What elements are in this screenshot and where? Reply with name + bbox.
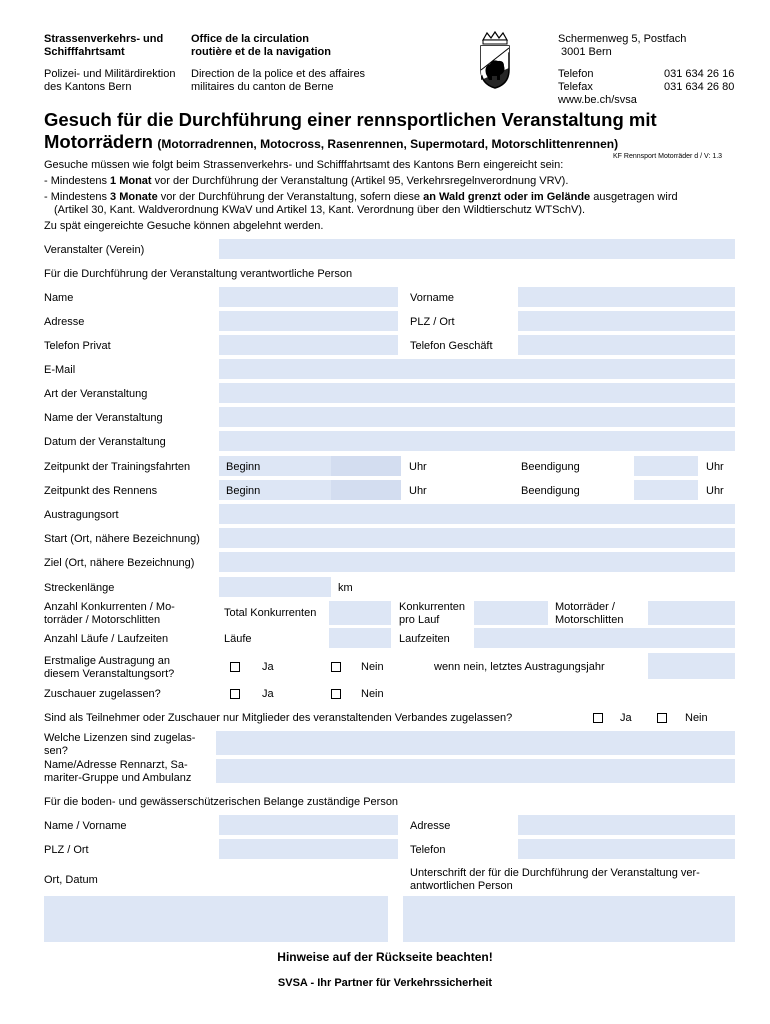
intro-late-note: Zu spät eingereichte Gesuche können abgelehnt werden. bbox=[44, 220, 324, 232]
start-label: Start (Ort, nähere Bezeichnung) bbox=[44, 533, 200, 545]
km-label: km bbox=[338, 582, 353, 594]
streckenlaenge-input[interactable] bbox=[219, 577, 331, 597]
motorraeder-input[interactable] bbox=[648, 601, 735, 625]
bern-coat-of-arms-icon bbox=[478, 30, 512, 90]
de-dir-line1: Polizei- und Militärdirektion bbox=[44, 68, 176, 80]
email-input[interactable] bbox=[219, 359, 735, 379]
erstmalig-nein-label: Nein bbox=[361, 661, 384, 673]
mitglieder-nein-label: Nein bbox=[685, 712, 708, 724]
plz-ort-label: PLZ / Ort bbox=[410, 316, 455, 328]
form-code: KF Rennsport Motorräder d / V: 1.3 bbox=[613, 153, 723, 160]
lizenzen-line1: Welche Lizenzen sind zugelas- bbox=[44, 732, 196, 744]
konk-pro-lauf-line2: pro Lauf bbox=[399, 614, 440, 626]
tel-privat-label: Telefon Privat bbox=[44, 340, 111, 352]
unterschrift-line1: Unterschrift der für die Durchführung der Veranstaltung ver- bbox=[410, 867, 700, 879]
de-office bbox=[44, 33, 163, 59]
mitglieder-label: Sind als Teilnehmer oder Zuschauer nur Mitglieder des veranstaltenden Verbandes zugelassen? bbox=[44, 712, 513, 724]
training-uhr-label-1: Uhr bbox=[409, 461, 427, 473]
name-label: Name bbox=[44, 292, 74, 304]
intro-bullet-2-line2: (Artikel 30, Kant. Waldverordnung KWaV und Artikel 13, Kant. Verordnung über den Wildtierschutz WTSchV). bbox=[54, 204, 586, 216]
anzahl-laeufe-label: Anzahl Läufe / Laufzeiten bbox=[44, 633, 169, 645]
start-input[interactable] bbox=[219, 528, 735, 548]
phone-label: Telefon bbox=[558, 68, 594, 80]
erstmalig-ja-label: Ja bbox=[262, 661, 274, 673]
zuschauer-nein-checkbox[interactable] bbox=[331, 689, 341, 699]
art-label: Art der Veranstaltung bbox=[44, 388, 148, 400]
erstmalig-nein-checkbox[interactable] bbox=[331, 662, 341, 672]
austragungsort-input[interactable] bbox=[219, 504, 735, 524]
de-office-line1: Strassenverkehrs- und bbox=[44, 33, 164, 45]
erstmalig-line1: Erstmalige Austragung an bbox=[44, 655, 170, 667]
mitglieder-nein-checkbox[interactable] bbox=[657, 713, 667, 723]
intro-b1-pre: - Mindestens bbox=[44, 175, 111, 187]
rennen-beginn-input[interactable] bbox=[331, 480, 401, 500]
intro-b2-bold2: an Wald grenzt oder im Gelände bbox=[423, 191, 591, 203]
konk-pro-lauf-input[interactable] bbox=[474, 601, 548, 625]
address-line2: 3001 Bern bbox=[561, 46, 612, 58]
page-title-line2 bbox=[44, 131, 618, 153]
zuschauer-nein-label: Nein bbox=[361, 688, 384, 700]
zuschauer-ja-checkbox[interactable] bbox=[230, 689, 240, 699]
lizenzen-line2: sen? bbox=[44, 745, 68, 757]
austragungsort-label: Austragungsort bbox=[44, 509, 119, 521]
intro-b2-post: ausgetragen wird bbox=[590, 191, 678, 203]
motorraeder-label bbox=[555, 601, 623, 627]
ort-datum-input[interactable] bbox=[44, 896, 388, 942]
de-directorate bbox=[44, 68, 175, 94]
de-dir-line2: des Kantons Bern bbox=[44, 81, 132, 93]
rennen-beendigung-label: Beendigung bbox=[521, 485, 580, 497]
letztes-jahr-input[interactable] bbox=[648, 653, 735, 679]
telefon-label: Telefon bbox=[410, 844, 446, 856]
name-veranstaltung-input[interactable] bbox=[219, 407, 735, 427]
intro-b1-bold: 1 Monat bbox=[110, 175, 152, 187]
unterschrift-input[interactable] bbox=[403, 896, 735, 942]
rennen-uhr-label-2: Uhr bbox=[706, 485, 724, 497]
fr-office bbox=[191, 33, 331, 59]
intro-bullet-2 bbox=[44, 190, 678, 204]
intro-b2-pre: - Mindestens bbox=[44, 191, 111, 203]
fax-label: Telefax bbox=[558, 81, 593, 93]
rennarzt-input[interactable] bbox=[216, 759, 735, 783]
anzahl-konkurrenten-label bbox=[44, 601, 175, 627]
rennen-beginn-label: Beginn bbox=[226, 485, 261, 497]
fr-office-line2: routière et de la navigation bbox=[191, 46, 331, 58]
datum-label: Datum der Veranstaltung bbox=[44, 436, 166, 448]
verantwortlich-heading: Für die Durchführung der Veranstaltung verantwortliche Person bbox=[44, 268, 353, 280]
veranstalter-label: Veranstalter (Verein) bbox=[44, 244, 145, 256]
mitglieder-ja-label: Ja bbox=[620, 712, 632, 724]
laeufe-label: Läufe bbox=[224, 633, 252, 645]
hinweise-note: Hinweise auf der Rückseite beachten! bbox=[277, 950, 493, 964]
training-beginn-input[interactable] bbox=[331, 456, 401, 476]
rennarzt-line1: Name/Adresse Rennarzt, Sa- bbox=[44, 759, 188, 771]
veranstalter-input[interactable] bbox=[219, 239, 735, 259]
fr-dir-line2: militaires du canton de Berne bbox=[191, 81, 334, 93]
plz-ort2-input[interactable] bbox=[219, 839, 398, 859]
zeit-rennen-label: Zeitpunkt des Rennens bbox=[44, 485, 158, 497]
rennen-uhr-label-1: Uhr bbox=[409, 485, 427, 497]
fr-directorate bbox=[191, 68, 365, 94]
adresse-label: Adresse bbox=[44, 316, 85, 328]
umwelt-heading: Für die boden- und gewässerschützerischen Belange zuständige Person bbox=[44, 796, 399, 808]
training-beendigung-input[interactable] bbox=[634, 456, 698, 476]
konk-pro-lauf-label bbox=[399, 601, 465, 627]
intro-b2-bold1: 3 Monate bbox=[110, 191, 158, 203]
name-input[interactable] bbox=[219, 287, 398, 307]
address-line1: Schermenweg 5, Postfach bbox=[558, 33, 687, 45]
intro-bullet-1 bbox=[44, 174, 568, 188]
vorname-label: Vorname bbox=[410, 292, 455, 304]
ziel-label: Ziel (Ort, nähere Bezeichnung) bbox=[44, 557, 195, 569]
intro-line: Gesuche müssen wie folgt beim Strassenverkehrs- und Schifffahrtsamt des Kantons Bern eingereicht sein: bbox=[44, 159, 564, 171]
plz-ort2-label: PLZ / Ort bbox=[44, 844, 89, 856]
erstmalig-ja-checkbox[interactable] bbox=[230, 662, 240, 672]
rennarzt-line2: mariter-Gruppe und Ambulanz bbox=[44, 772, 192, 784]
mitglieder-ja-checkbox[interactable] bbox=[593, 713, 603, 723]
adresse-input[interactable] bbox=[219, 311, 398, 331]
zuschauer-ja-label: Ja bbox=[262, 688, 274, 700]
partner-slogan: SVSA - Ihr Partner für Verkehrssicherheit bbox=[277, 977, 493, 989]
fr-office-line1: Office de la circulation bbox=[191, 33, 309, 45]
letztes-jahr-label: wenn nein, letztes Austragungsjahr bbox=[434, 661, 605, 673]
lizenzen-input[interactable] bbox=[216, 731, 735, 755]
art-input[interactable] bbox=[219, 383, 735, 403]
page-title-sub: (Motorradrennen, Motocross, Rasenrennen, Supermotard, Motorschlittenrennen) bbox=[157, 137, 619, 151]
de-office-line2: Schifffahrtsamt bbox=[44, 46, 125, 58]
tel-privat-input[interactable] bbox=[219, 335, 398, 355]
email-label: E-Mail bbox=[44, 364, 76, 376]
motorraeder-line1: Motorräder / bbox=[555, 601, 615, 613]
datum-input[interactable] bbox=[219, 431, 735, 451]
fax-value: 031 634 26 80 bbox=[664, 81, 735, 93]
name-veranstaltung-label: Name der Veranstaltung bbox=[44, 412, 163, 424]
anzahl-konk-line1: Anzahl Konkurrenten / Mo- bbox=[44, 601, 175, 613]
total-konkurrenten-label: Total Konkurrenten bbox=[224, 607, 317, 619]
phone-value: 031 634 26 16 bbox=[664, 68, 735, 80]
vorname-input[interactable] bbox=[518, 287, 735, 307]
rennarzt-label bbox=[44, 759, 191, 785]
lizenzen-label bbox=[44, 732, 195, 758]
intro-b2-mid: vor der Durchführung der Veranstaltung, sofern diese bbox=[157, 191, 424, 203]
laufzeiten-input[interactable] bbox=[474, 628, 735, 648]
unterschrift-label bbox=[410, 867, 700, 893]
anzahl-konk-line2: torräder / Motorschlitten bbox=[44, 614, 161, 626]
plz-ort-input[interactable] bbox=[518, 311, 735, 331]
intro-b1-post: vor der Durchführung der Veranstaltung (Artikel 95, Verkehrsregelnverordnung VRV). bbox=[151, 175, 569, 187]
web-link[interactable]: www.be.ch/svsa bbox=[558, 94, 637, 106]
page-title: Gesuch für die Durchführung einer rennsportlichen Veranstaltung mit bbox=[44, 109, 657, 130]
training-uhr-label-2: Uhr bbox=[706, 461, 724, 473]
ort-datum-label: Ort, Datum bbox=[44, 874, 98, 886]
unterschrift-line2: antwortlichen Person bbox=[410, 880, 513, 892]
total-konkurrenten-input[interactable] bbox=[329, 601, 391, 625]
adresse2-input[interactable] bbox=[518, 815, 735, 835]
page-title-main: Motorrädern bbox=[44, 131, 153, 152]
laeufe-input[interactable] bbox=[329, 628, 391, 648]
konk-pro-lauf-line1: Konkurrenten bbox=[399, 601, 466, 613]
fr-dir-line1: Direction de la police et des affaires bbox=[191, 68, 366, 80]
name-vorname-label: Name / Vorname bbox=[44, 820, 127, 832]
motorraeder-line2: Motorschlitten bbox=[555, 614, 624, 626]
erstmalig-line2: diesem Veranstaltungsort? bbox=[44, 668, 175, 680]
address bbox=[558, 33, 686, 59]
erstmalig-label bbox=[44, 655, 174, 681]
training-beginn-label: Beginn bbox=[226, 461, 261, 473]
tel-geschaeft-input[interactable] bbox=[518, 335, 735, 355]
ziel-input[interactable] bbox=[219, 552, 735, 572]
training-beendigung-label: Beendigung bbox=[521, 461, 580, 473]
rennen-beendigung-input[interactable] bbox=[634, 480, 698, 500]
tel-geschaeft-label: Telefon Geschäft bbox=[410, 340, 493, 352]
telefon-input[interactable] bbox=[518, 839, 735, 859]
streckenlaenge-label: Streckenlänge bbox=[44, 582, 115, 594]
zuschauer-label: Zuschauer zugelassen? bbox=[44, 688, 161, 700]
adresse2-label: Adresse bbox=[410, 820, 451, 832]
laufzeiten-label: Laufzeiten bbox=[399, 633, 450, 645]
zeit-training-label: Zeitpunkt der Trainingsfahrten bbox=[44, 461, 191, 473]
name-vorname-input[interactable] bbox=[219, 815, 398, 835]
